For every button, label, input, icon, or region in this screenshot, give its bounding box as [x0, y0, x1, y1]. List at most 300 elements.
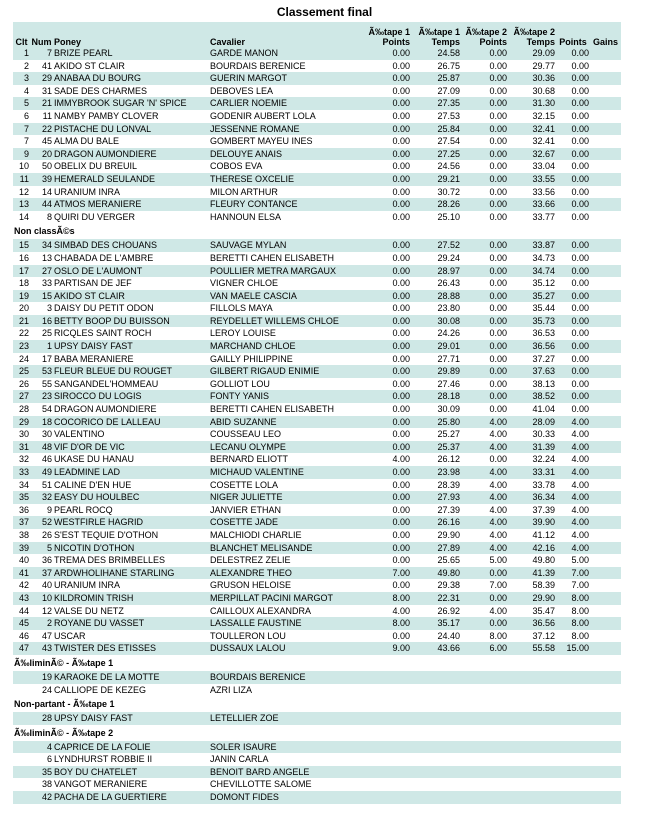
cell-points: 0.00: [556, 277, 590, 290]
cell-etape2-temps: 38.52: [508, 390, 556, 403]
cell-num: 42: [30, 791, 53, 804]
cell-etape1-points: 0.00: [362, 211, 411, 224]
header-clt: Clt: [13, 22, 30, 47]
cell-etape2-temps: 32.41: [508, 123, 556, 136]
section-header: [13, 696, 621, 712]
cell-poney: PISTACHE DU LONVAL: [53, 123, 209, 136]
cell-etape2-points: 0.00: [461, 148, 508, 161]
cell-poney: DRAGON AUMONDIERE: [53, 148, 209, 161]
cell-poney: LEADMINE LAD: [53, 466, 209, 479]
cell-etape2-temps: 36.56: [508, 340, 556, 353]
cell-num: 41: [30, 60, 53, 73]
cell-points: 0.00: [556, 265, 590, 278]
header-etape2-points-top: Ã‰tape 2: [465, 27, 507, 37]
cell-etape2-points: 4.00: [461, 491, 508, 504]
cell-cavalier: DEBOVES LEA: [209, 85, 362, 98]
cell-cavalier: SOLER ISAURE: [209, 741, 362, 754]
cell-cavalier: LECANU OLYMPE: [209, 441, 362, 454]
cell-clt: [13, 671, 30, 684]
cell-points: 0.00: [556, 315, 590, 328]
cell-num: 30: [30, 428, 53, 441]
cell-gains: [590, 340, 621, 353]
cell-clt: 19: [13, 290, 30, 303]
cell-etape2-points: 0.00: [461, 47, 508, 60]
cell-poney: UPSY DAISY FAST: [53, 712, 209, 725]
cell-poney: TWISTER DES ETISSES: [53, 642, 209, 655]
header-etape1-temps-top: Ã‰tape 1: [418, 27, 460, 37]
cell-poney: CALLIOPE DE KEZEG: [53, 684, 209, 697]
cell-gains: [590, 529, 621, 542]
cell-etape1-temps: 27.39: [411, 504, 461, 517]
cell-etape2-points: [461, 753, 508, 766]
cell-etape2-points: 0.00: [461, 340, 508, 353]
cell-cavalier: AZRI LIZA: [209, 684, 362, 697]
section-header: [13, 725, 621, 741]
section-header: [13, 223, 621, 239]
cell-etape2-points: 0.00: [461, 110, 508, 123]
cell-gains: [590, 239, 621, 252]
table-row: [13, 239, 621, 252]
cell-gains: [590, 491, 621, 504]
cell-gains: [590, 542, 621, 555]
cell-poney: CALINE D'EN HUE: [53, 479, 209, 492]
cell-etape2-temps: 29.90: [508, 592, 556, 605]
cell-cavalier: GRUSON HELOISE: [209, 579, 362, 592]
cell-clt: 25: [13, 365, 30, 378]
cell-etape1-temps: 43.66: [411, 642, 461, 655]
cell-etape1-points: 0.00: [362, 123, 411, 136]
cell-num: 5: [30, 542, 53, 555]
cell-etape2-temps: [508, 753, 556, 766]
cell-poney: URANIUM INRA: [53, 579, 209, 592]
cell-etape1-temps: 35.17: [411, 617, 461, 630]
cell-clt: 21: [13, 315, 30, 328]
cell-num: 47: [30, 630, 53, 643]
cell-gains: [590, 642, 621, 655]
cell-cavalier: HANNOUN ELSA: [209, 211, 362, 224]
cell-etape1-temps: [411, 753, 461, 766]
cell-cavalier: COSETTE JADE: [209, 516, 362, 529]
cell-gains: [590, 416, 621, 429]
cell-etape2-points: 0.00: [461, 353, 508, 366]
cell-etape1-temps: 30.08: [411, 315, 461, 328]
cell-cavalier: GARDE MANON: [209, 47, 362, 60]
cell-etape1-temps: 26.12: [411, 453, 461, 466]
cell-etape2-temps: 31.30: [508, 97, 556, 110]
cell-cavalier: GOMBERT MAYEU INES: [209, 135, 362, 148]
cell-cavalier: LETELLIER ZOE: [209, 712, 362, 725]
cell-clt: [13, 684, 30, 697]
cell-etape1-temps: 25.10: [411, 211, 461, 224]
table-row: [13, 753, 621, 766]
table-row: [13, 72, 621, 85]
header-etape2-points: [461, 22, 508, 47]
cell-cavalier: MILON ARTHUR: [209, 186, 362, 199]
cell-clt: 44: [13, 605, 30, 618]
cell-clt: 2: [13, 60, 30, 73]
table-row: [13, 160, 621, 173]
cell-points: 4.00: [556, 441, 590, 454]
cell-points: [556, 712, 590, 725]
cell-gains: [590, 378, 621, 391]
cell-etape1-points: 0.00: [362, 327, 411, 340]
cell-poney: SIMBAD DES CHOUANS: [53, 239, 209, 252]
cell-etape2-points: 0.00: [461, 198, 508, 211]
cell-poney: ATMOS MERANIERE: [53, 198, 209, 211]
cell-etape1-temps: 23.80: [411, 302, 461, 315]
cell-poney: S'EST TEQUIE D'OTHON: [53, 529, 209, 542]
cell-points: 0.00: [556, 186, 590, 199]
cell-num: 31: [30, 85, 53, 98]
cell-etape2-temps: 38.13: [508, 378, 556, 391]
cell-gains: [590, 85, 621, 98]
table-row: [13, 277, 621, 290]
cell-etape2-temps: 41.04: [508, 403, 556, 416]
cell-num: 37: [30, 567, 53, 580]
header-points: Points: [556, 22, 590, 47]
cell-num: 19: [30, 671, 53, 684]
cell-gains: [590, 778, 621, 791]
cell-etape1-temps: 25.37: [411, 441, 461, 454]
cell-gains: [590, 466, 621, 479]
cell-cavalier: FILLOLS MAYA: [209, 302, 362, 315]
cell-clt: 37: [13, 516, 30, 529]
cell-etape1-points: 0.00: [362, 403, 411, 416]
cell-gains: [590, 211, 621, 224]
cell-poney: DAISY DU PETIT ODON: [53, 302, 209, 315]
cell-poney: LYNDHURST ROBBIE II: [53, 753, 209, 766]
cell-gains: [590, 315, 621, 328]
cell-clt: 40: [13, 554, 30, 567]
cell-points: 0.00: [556, 173, 590, 186]
cell-etape1-temps: [411, 766, 461, 779]
table-row: [13, 198, 621, 211]
cell-num: 25: [30, 327, 53, 340]
cell-poney: ROYANE DU VASSET: [53, 617, 209, 630]
table-row: [13, 642, 621, 655]
cell-cavalier: MERPILLAT PACINI MARGOT: [209, 592, 362, 605]
cell-num: 35: [30, 766, 53, 779]
cell-etape1-temps: 25.87: [411, 72, 461, 85]
cell-gains: [590, 504, 621, 517]
cell-gains: [590, 302, 621, 315]
cell-etape1-points: 0.00: [362, 378, 411, 391]
header-etape1-temps: [411, 22, 461, 47]
cell-etape2-temps: 33.78: [508, 479, 556, 492]
cell-num: 8: [30, 211, 53, 224]
cell-etape2-temps: 39.90: [508, 516, 556, 529]
cell-gains: [590, 353, 621, 366]
cell-clt: 46: [13, 630, 30, 643]
cell-etape1-temps: 22.31: [411, 592, 461, 605]
cell-etape2-points: 0.00: [461, 617, 508, 630]
cell-points: 0.00: [556, 403, 590, 416]
cell-num: 55: [30, 378, 53, 391]
cell-poney: OBELIX DU BREUIL: [53, 160, 209, 173]
cell-etape1-points: 0.00: [362, 516, 411, 529]
cell-etape1-points: 0.00: [362, 491, 411, 504]
cell-etape1-points: 4.00: [362, 605, 411, 618]
cell-etape1-temps: 29.21: [411, 173, 461, 186]
cell-etape1-points: 0.00: [362, 479, 411, 492]
cell-etape2-temps: 58.39: [508, 579, 556, 592]
cell-etape2-temps: 35.47: [508, 605, 556, 618]
cell-cavalier: BERETTI CAHEN ELISABETH: [209, 403, 362, 416]
table-row: [13, 766, 621, 779]
cell-etape2-temps: 32.24: [508, 453, 556, 466]
cell-etape2-temps: 33.66: [508, 198, 556, 211]
cell-cavalier: DELOUYE ANAIS: [209, 148, 362, 161]
section-label: Ã‰liminÃ© - Ã‰tape 1: [13, 655, 621, 671]
table-row: [13, 365, 621, 378]
cell-gains: [590, 390, 621, 403]
cell-etape2-temps: 34.73: [508, 252, 556, 265]
cell-clt: 13: [13, 198, 30, 211]
cell-etape1-points: [362, 684, 411, 697]
table-row: [13, 265, 621, 278]
table-row: [13, 712, 621, 725]
cell-etape1-temps: 28.18: [411, 390, 461, 403]
cell-cavalier: CAILLOUX ALEXANDRA: [209, 605, 362, 618]
cell-etape2-points: 4.00: [461, 542, 508, 555]
cell-num: 36: [30, 554, 53, 567]
table-row: [13, 173, 621, 186]
cell-cavalier: FLEURY CONTANCE: [209, 198, 362, 211]
cell-etape2-points: 0.00: [461, 239, 508, 252]
cell-etape1-points: [362, 766, 411, 779]
cell-poney: PEARL ROCQ: [53, 504, 209, 517]
cell-gains: [590, 265, 621, 278]
cell-clt: 38: [13, 529, 30, 542]
cell-etape1-points: 0.00: [362, 239, 411, 252]
cell-points: 0.00: [556, 135, 590, 148]
table-row: [13, 491, 621, 504]
cell-poney: UKASE DU HANAU: [53, 453, 209, 466]
cell-poney: PACHA DE LA GUERTIERE: [53, 791, 209, 804]
cell-num: 9: [30, 504, 53, 517]
cell-points: [556, 671, 590, 684]
cell-num: 12: [30, 605, 53, 618]
cell-num: 1: [30, 340, 53, 353]
cell-clt: 10: [13, 160, 30, 173]
cell-etape1-temps: 24.56: [411, 160, 461, 173]
table-row: [13, 403, 621, 416]
cell-num: 50: [30, 160, 53, 173]
cell-clt: 23: [13, 340, 30, 353]
table-row: [13, 554, 621, 567]
cell-etape1-temps: [411, 684, 461, 697]
cell-points: 0.00: [556, 85, 590, 98]
cell-gains: [590, 252, 621, 265]
cell-etape2-temps: 41.12: [508, 529, 556, 542]
cell-num: 53: [30, 365, 53, 378]
cell-gains: [590, 135, 621, 148]
cell-etape2-temps: 35.12: [508, 277, 556, 290]
cell-etape2-points: 0.00: [461, 390, 508, 403]
cell-num: 4: [30, 741, 53, 754]
cell-etape1-temps: 29.89: [411, 365, 461, 378]
cell-clt: 33: [13, 466, 30, 479]
cell-clt: [13, 778, 30, 791]
cell-clt: [13, 712, 30, 725]
cell-etape1-temps: 28.88: [411, 290, 461, 303]
cell-points: 0.00: [556, 340, 590, 353]
cell-etape2-temps: 29.09: [508, 47, 556, 60]
cell-gains: [590, 617, 621, 630]
cell-poney: ANABAA DU BOURG: [53, 72, 209, 85]
cell-num: 24: [30, 684, 53, 697]
cell-etape1-temps: 26.16: [411, 516, 461, 529]
table-row: [13, 428, 621, 441]
section-label: Non-partant - Ã‰tape 1: [13, 696, 621, 712]
cell-points: 0.00: [556, 327, 590, 340]
cell-etape1-temps: 27.89: [411, 542, 461, 555]
cell-clt: 9: [13, 148, 30, 161]
cell-points: 0.00: [556, 353, 590, 366]
cell-etape1-temps: 26.43: [411, 277, 461, 290]
cell-poney: AKIDO ST CLAIR: [53, 60, 209, 73]
cell-num: 29: [30, 72, 53, 85]
table-row: [13, 315, 621, 328]
cell-etape1-temps: 27.52: [411, 239, 461, 252]
cell-points: 0.00: [556, 60, 590, 73]
cell-poney: PARTISAN DE JEF: [53, 277, 209, 290]
table-row: [13, 671, 621, 684]
table-row: [13, 353, 621, 366]
cell-gains: [590, 277, 621, 290]
table-row: [13, 516, 621, 529]
cell-etape2-points: 4.00: [461, 479, 508, 492]
cell-etape1-temps: 28.26: [411, 198, 461, 211]
cell-etape2-points: 0.00: [461, 453, 508, 466]
cell-clt: 20: [13, 302, 30, 315]
cell-poney: WESTFIRLE HAGRID: [53, 516, 209, 529]
cell-poney: COCORICO DE LALLEAU: [53, 416, 209, 429]
cell-etape2-points: 0.00: [461, 97, 508, 110]
cell-poney: CHABADA DE L'AMBRE: [53, 252, 209, 265]
cell-etape1-temps: 25.84: [411, 123, 461, 136]
cell-poney: SIROCCO DU LOGIS: [53, 390, 209, 403]
table-row: [13, 529, 621, 542]
cell-num: 22: [30, 123, 53, 136]
cell-etape2-temps: 28.09: [508, 416, 556, 429]
table-row: [13, 416, 621, 429]
cell-cavalier: COBOS EVA: [209, 160, 362, 173]
cell-num: 3: [30, 302, 53, 315]
section-label: Ã‰liminÃ© - Ã‰tape 2: [13, 725, 621, 741]
cell-etape1-points: 0.00: [362, 110, 411, 123]
cell-etape2-points: [461, 766, 508, 779]
cell-points: 4.00: [556, 466, 590, 479]
cell-poney: VANGOT MERANIERE: [53, 778, 209, 791]
cell-cavalier: BLANCHET MELISANDE: [209, 542, 362, 555]
cell-gains: [590, 123, 621, 136]
table-row: [13, 567, 621, 580]
cell-etape1-points: 0.00: [362, 60, 411, 73]
cell-poney: USCAR: [53, 630, 209, 643]
cell-points: [556, 766, 590, 779]
header-etape1-points: [362, 22, 411, 47]
table-row: [13, 441, 621, 454]
header-etape1-points-top: Ã‰tape 1: [368, 27, 410, 37]
cell-clt: [13, 753, 30, 766]
cell-poney: CAPRICE DE LA FOLIE: [53, 741, 209, 754]
cell-gains: [590, 766, 621, 779]
cell-points: 4.00: [556, 516, 590, 529]
table-row: [13, 630, 621, 643]
cell-gains: [590, 60, 621, 73]
cell-num: 43: [30, 642, 53, 655]
cell-etape2-temps: [508, 791, 556, 804]
cell-etape2-temps: 55.58: [508, 642, 556, 655]
cell-points: 0.00: [556, 390, 590, 403]
cell-etape2-temps: 37.63: [508, 365, 556, 378]
cell-gains: [590, 567, 621, 580]
cell-etape1-points: 0.00: [362, 160, 411, 173]
cell-clt: 6: [13, 110, 30, 123]
cell-poney: HEMERALD SEULANDE: [53, 173, 209, 186]
cell-gains: [590, 630, 621, 643]
cell-etape2-temps: 37.27: [508, 353, 556, 366]
table-row: [13, 453, 621, 466]
header-poney: Poney: [53, 22, 209, 47]
cell-poney: VALSE DU NETZ: [53, 605, 209, 618]
cell-etape1-temps: 27.35: [411, 97, 461, 110]
cell-points: [556, 791, 590, 804]
cell-etape1-points: 0.00: [362, 340, 411, 353]
header-etape2-temps: [508, 22, 556, 47]
cell-poney: KILDROMIN TRISH: [53, 592, 209, 605]
cell-etape2-points: 0.00: [461, 160, 508, 173]
cell-etape2-points: 0.00: [461, 592, 508, 605]
cell-num: 33: [30, 277, 53, 290]
cell-points: [556, 684, 590, 697]
cell-num: 49: [30, 466, 53, 479]
cell-etape1-temps: 29.90: [411, 529, 461, 542]
cell-poney: NICOTIN D'OTHON: [53, 542, 209, 555]
cell-points: 4.00: [556, 479, 590, 492]
section-header: [13, 655, 621, 671]
cell-etape2-points: 4.00: [461, 605, 508, 618]
cell-num: 40: [30, 579, 53, 592]
cell-cavalier: DOMONT FIDES: [209, 791, 362, 804]
cell-num: 46: [30, 453, 53, 466]
cell-etape1-points: 0.00: [362, 441, 411, 454]
cell-points: 0.00: [556, 198, 590, 211]
cell-points: 5.00: [556, 554, 590, 567]
cell-etape1-points: 0.00: [362, 353, 411, 366]
cell-etape1-temps: 24.58: [411, 47, 461, 60]
cell-points: 0.00: [556, 211, 590, 224]
cell-clt: 16: [13, 252, 30, 265]
cell-etape1-points: 8.00: [362, 617, 411, 630]
cell-cavalier: DELESTREZ ZELIE: [209, 554, 362, 567]
cell-clt: [13, 791, 30, 804]
cell-etape2-points: 0.00: [461, 211, 508, 224]
cell-poney: FLEUR BLEUE DU ROUGET: [53, 365, 209, 378]
cell-etape1-points: 4.00: [362, 453, 411, 466]
cell-gains: [590, 198, 621, 211]
cell-etape1-temps: [411, 712, 461, 725]
cell-etape1-points: 0.00: [362, 135, 411, 148]
header-etape2-temps-bottom: Temps: [526, 37, 555, 47]
cell-clt: 15: [13, 239, 30, 252]
cell-etape2-temps: 32.15: [508, 110, 556, 123]
table-row: [13, 252, 621, 265]
results-table: [13, 22, 621, 804]
table-body: [13, 47, 621, 804]
cell-gains: [590, 741, 621, 754]
